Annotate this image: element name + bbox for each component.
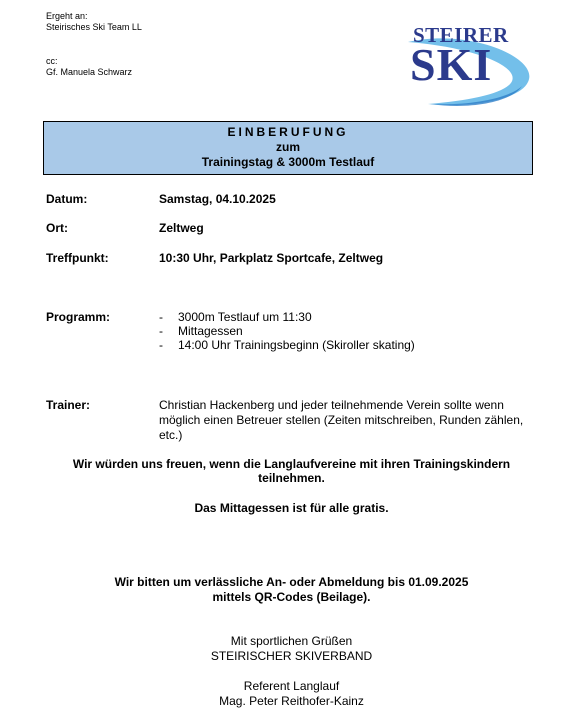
logo-line1: STEIRER: [413, 23, 509, 47]
date-label: Datum:: [46, 192, 88, 206]
logo-line2: SKI: [410, 39, 493, 90]
meeting-label: Treffpunkt:: [46, 251, 109, 265]
trainer-label: Trainer:: [46, 398, 91, 412]
register-line1: Wir bitten um verlässliche An- oder Abmeldung bis 01.09.2025: [114, 575, 469, 589]
cc-block: [46, 56, 132, 78]
invite-line1: Wir würden uns freuen, wenn die Langlaufvereine mit ihren Trainingskindern: [72, 457, 511, 471]
trainer-text: Christian Hackenberg und jeder teilnehmende Verein sollte wenn möglich einen Betreuer stellen (Zeiten mitschreiben, Runden zählen, etc.): [159, 398, 524, 442]
program-list: [159, 310, 415, 352]
cc-label: cc:: [46, 56, 58, 66]
list-item: - 14:00 Uhr Trainingsbeginn (Skiroller skating): [159, 338, 415, 352]
place-label: Ort:: [46, 221, 68, 235]
lunch-note: Das Mittagessen ist für alle gratis.: [194, 501, 389, 515]
list-item: - Mittagessen: [159, 324, 243, 338]
list-item: - 3000m Testlauf um 11:30: [159, 310, 312, 324]
steirer-ski-logo: [400, 20, 535, 108]
program-label: Programm:: [46, 310, 111, 324]
closing-greeting: Mit sportlichen Grüßen: [230, 634, 353, 648]
invite-line2: teilnehmen.: [258, 471, 325, 485]
place-value: Zeltweg: [159, 221, 204, 235]
register-line2: mittels QR-Codes (Beilage).: [212, 590, 371, 604]
title-line1: EINBERUFUNG: [227, 125, 349, 139]
cc-name: Gf. Manuela Schwarz: [46, 67, 133, 77]
date-value: Samstag, 04.10.2025: [159, 192, 276, 206]
recipient-block: [46, 11, 142, 33]
recipient-name: Steirisches Ski Team LL: [46, 22, 142, 32]
title-line2: zum: [276, 140, 300, 154]
recipient-label: Ergeht an:: [46, 11, 88, 21]
meeting-value: 10:30 Uhr, Parkplatz Sportcafe, Zeltweg: [159, 251, 384, 265]
closing-org: STEIRISCHER SKIVERBAND: [210, 649, 373, 663]
closing-name: Mag. Peter Reithofer-Kainz: [219, 694, 364, 708]
title-line3: Trainingstag & 3000m Testlauf: [201, 155, 375, 169]
title-box: [43, 121, 533, 175]
closing-role: Referent Langlauf: [243, 679, 340, 693]
